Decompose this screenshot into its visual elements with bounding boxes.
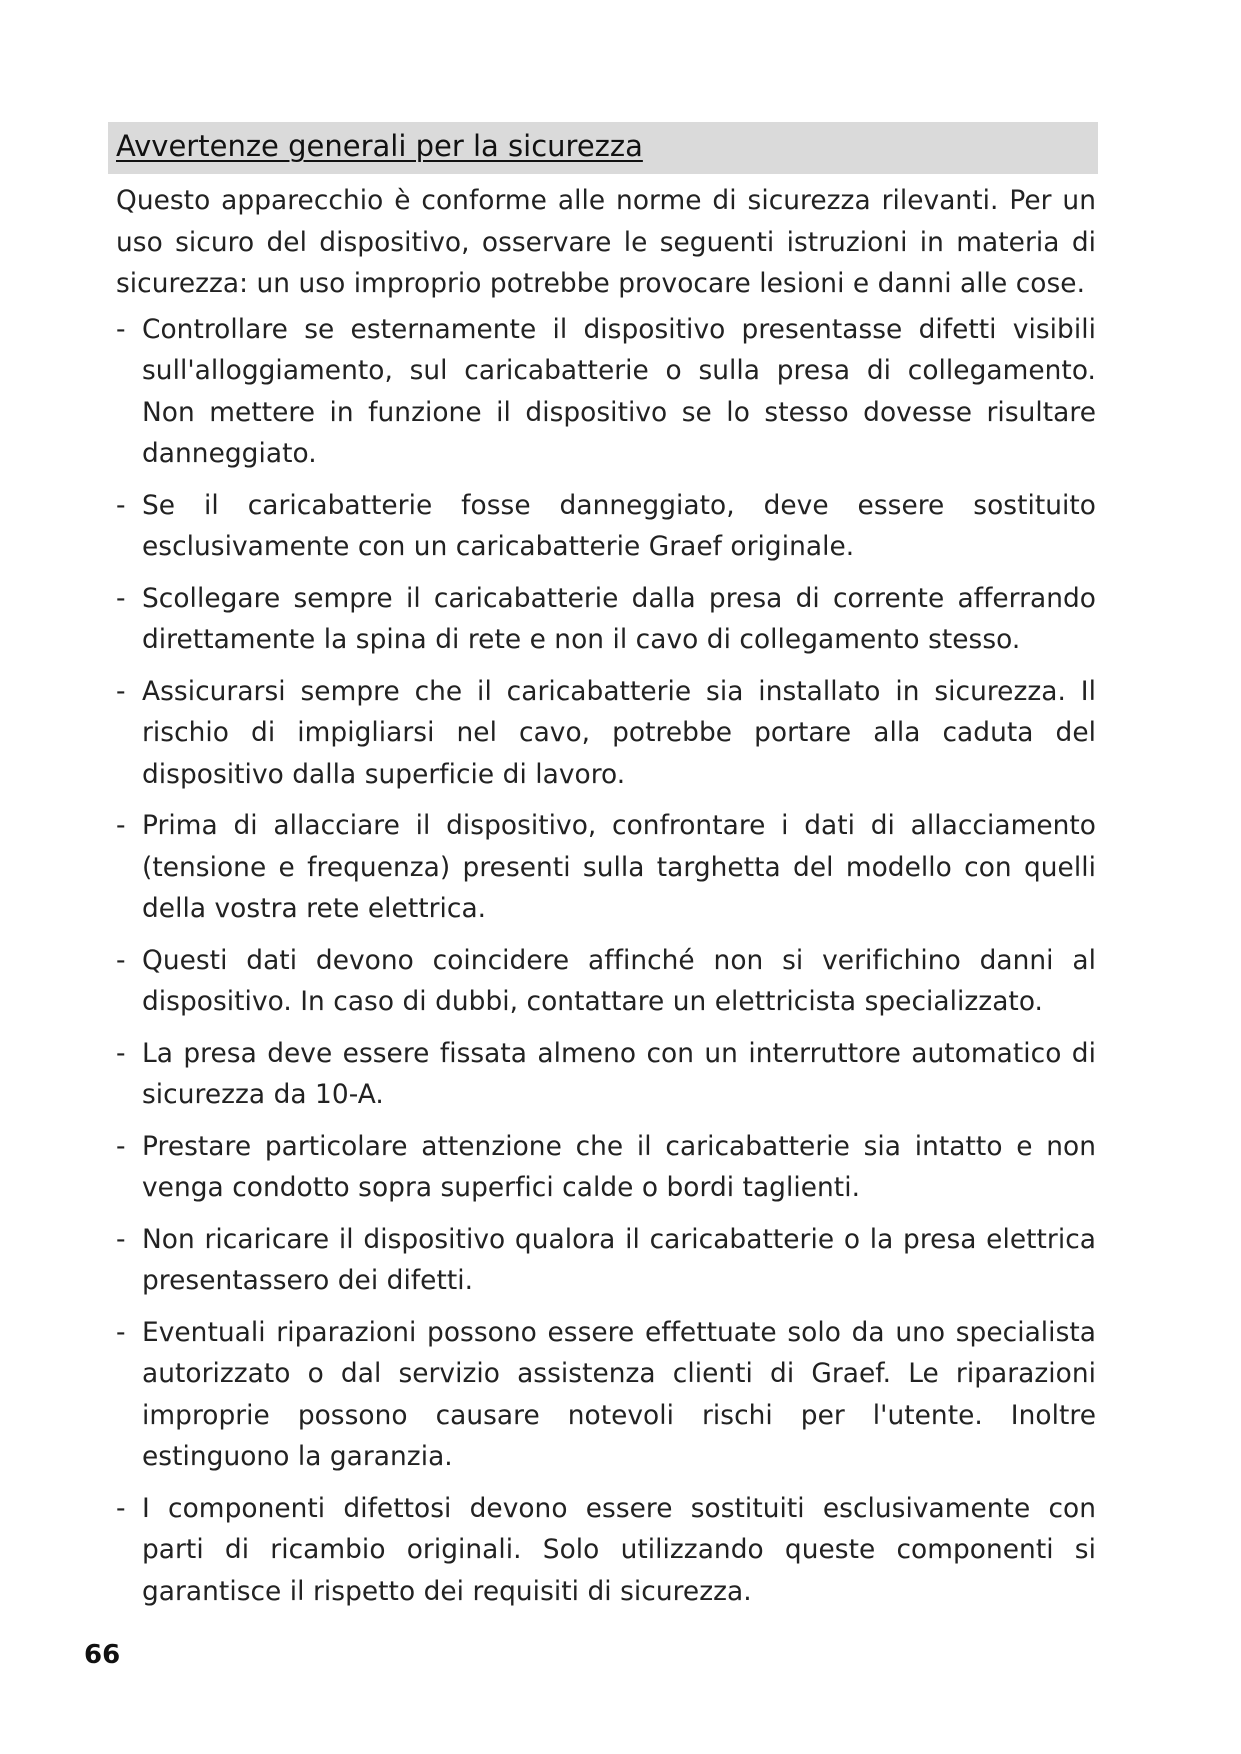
list-item-text: Scollegare sempre il caricabatterie dalla presa di corrente afferrando direttamente la spina di rete e non il cavo di collegamento stesso. xyxy=(142,582,1096,655)
list-item xyxy=(116,1219,1096,1302)
list-item xyxy=(116,1126,1096,1209)
list-item-text: La presa deve essere fissata almeno con un interruttore automatico di sicurezza da 10-A. xyxy=(142,1037,1096,1110)
bullet-dash: - xyxy=(116,944,126,976)
bullet-dash: - xyxy=(116,1130,126,1162)
list-item-text: Se il caricabatterie fosse danneggiato, deve essere sostituito esclusivamente con un caricabatterie Graef originale. xyxy=(142,489,1096,562)
list-item xyxy=(116,578,1096,661)
bullet-dash: - xyxy=(116,313,126,345)
intro-paragraph: Questo apparecchio è conforme alle norme di sicurezza rilevanti. Per un uso sicuro del dispositivo, osservare le seguenti istruzioni in materia di sicurezza: un uso improprio potrebbe provocare lesioni e danni alle cose. xyxy=(116,185,1096,299)
bullet-dash: - xyxy=(116,1037,126,1069)
list-item-text: Prima di allacciare il dispositivo, confrontare i dati di allacciamento (tensione e frequenza) presenti sulla targhetta del modello con quelli della vostra rete elettrica. xyxy=(142,810,1096,924)
list-item xyxy=(116,1488,1096,1613)
list-item xyxy=(116,1312,1096,1478)
section-heading: Avvertenze generali per la sicurezza xyxy=(116,129,643,163)
content xyxy=(116,180,1096,1622)
list-item-text: Eventuali riparazioni possono essere effettuate solo da uno specialista autorizzato o dal servizio assistenza clienti di Graef. Le riparazioni improprie possono causare notevoli rischi per l'utente. Inoltre estinguono la garanzia. xyxy=(142,1316,1096,1472)
list-item xyxy=(116,671,1096,796)
bullet-dash: - xyxy=(116,1316,126,1348)
list-item-text: Assicurarsi sempre che il caricabatterie sia installato in sicurezza. Il rischio di impigliarsi nel cavo, potrebbe portare alla caduta del dispositivo dalla superficie di lavoro. xyxy=(142,675,1096,790)
bullet-dash: - xyxy=(116,582,126,614)
page-number: 66 xyxy=(84,1640,121,1670)
bullet-dash: - xyxy=(116,1223,126,1255)
list-item xyxy=(116,309,1096,475)
list-item-text: I componenti difettosi devono essere sostituiti esclusivamente con parti di ricambio originali. Solo utilizzando queste componenti si garantisce il rispetto dei requisiti di sicurezza. xyxy=(142,1492,1096,1607)
list-item-text: Questi dati devono coincidere affinché non si verifichino danni al dispositivo. In caso di dubbi, contattare un elettricista specializzato. xyxy=(142,944,1096,1017)
list-item xyxy=(116,805,1096,930)
list-item-text: Controllare se esternamente il dispositivo presentasse difetti visibili sull'alloggiamento, sul caricabatterie o sulla presa di collegamento. Non mettere in funzione il dispositivo se lo stesso dovesse risultare danneggiato. xyxy=(142,313,1096,469)
list-item xyxy=(116,485,1096,568)
bullet-dash: - xyxy=(116,810,126,841)
safety-list xyxy=(116,309,1096,1613)
bullet-dash: - xyxy=(116,489,126,521)
list-item-text: Prestare particolare attenzione che il caricabatterie sia intatto e non venga condotto sopra superfici calde o bordi taglienti. xyxy=(142,1130,1096,1203)
bullet-dash: - xyxy=(116,675,126,707)
bullet-dash: - xyxy=(116,1492,126,1524)
list-item xyxy=(116,940,1096,1023)
list-item xyxy=(116,1033,1096,1116)
list-item-text: Non ricaricare il dispositivo qualora il caricabatterie o la presa elettrica presentassero dei difetti. xyxy=(142,1223,1096,1296)
